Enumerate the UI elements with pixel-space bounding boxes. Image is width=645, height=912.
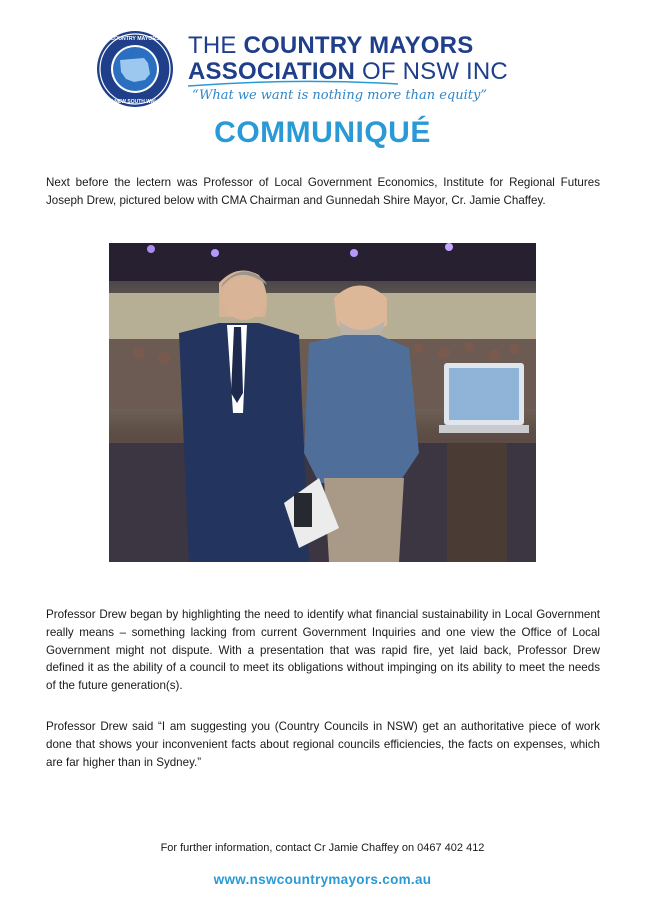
tagline: “What we want is nothing more than equity” [192, 88, 487, 103]
page-title: COMMUNIQUÉ [214, 116, 431, 149]
org-name-association: ASSOCIATION [188, 58, 356, 85]
footer-website-link[interactable]: www.nswcountrymayors.com.au [213, 872, 432, 887]
org-name-of-nsw-inc: OF NSW INC [355, 58, 508, 85]
footer-contact: For further information, contact Cr Jamie Chaffey on 0467 402 412 [160, 842, 485, 854]
svg-text:OF NEW SOUTH WALES: OF NEW SOUTH WALES [105, 99, 165, 105]
association-seal-logo [96, 30, 174, 108]
photo-professor-drew-and-mayor-chaffey [109, 243, 536, 562]
org-name-country-mayors: COUNTRY MAYORS [243, 32, 474, 59]
body-paragraph-2: Professor Drew said “I am suggesting you (Country Councils in NSW) get an authoritative piece of work done that shows your inconvenient facts about regional councils efficiencies, the facts on expenses, which are far higher than in Sydney.” [46, 720, 600, 769]
svg-text:COUNTRY MAYORS: COUNTRY MAYORS [110, 36, 160, 42]
tagline-swoosh [188, 80, 398, 88]
org-name-the: THE [188, 32, 244, 59]
organisation-name [188, 34, 508, 84]
body-paragraph-1: Professor Drew began by highlighting the need to identify what financial sustainability in Local Government really means – something lacking from current Government Inquiries and one view the Office of Local Government might not dispute. With a presentation that was rapid fire, yet laid back, Professor Drew defined it as the ability of a council to meet its obligations without impinging on its ability to meet the needs of the future generation(s). [46, 608, 600, 693]
intro-paragraph: Next before the lectern was Professor of Local Government Economics, Institute for Regional Futures Joseph Drew, pictured below with CMA Chairman and Gunnedah Shire Mayor, Cr. Jamie Chaffey. [46, 176, 600, 207]
letterhead [96, 30, 566, 110]
